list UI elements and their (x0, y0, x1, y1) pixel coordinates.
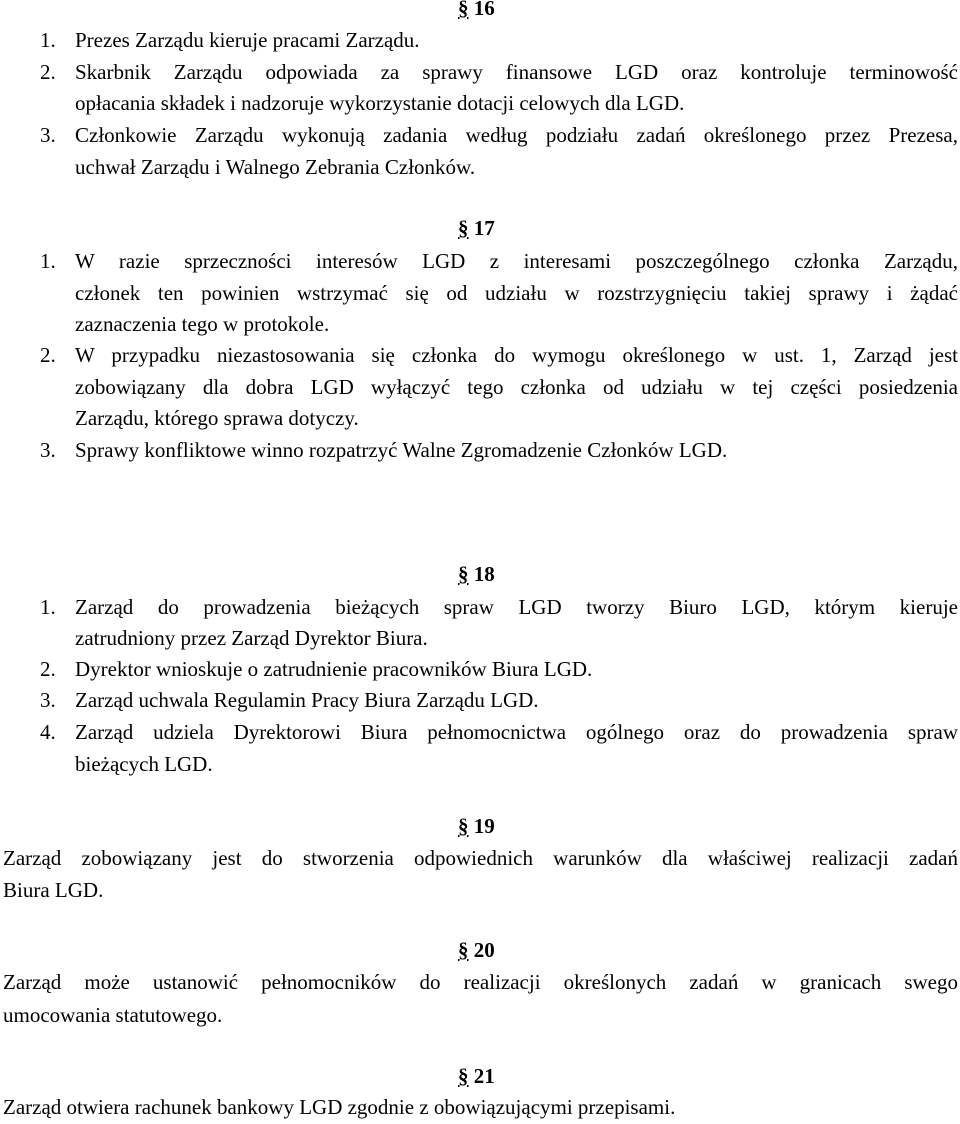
item-number: 4. (40, 720, 56, 744)
item-number: 1. (40, 595, 56, 619)
item-text: zobowiązany dla dobra LGD wyłączyć tego członka od udziału w tej części posiedzenia (75, 375, 958, 399)
item-number: 3. (40, 123, 56, 147)
paragraph-text: umocowania statutowego. (3, 1003, 223, 1027)
item-text: zaznaczenia tego w protokole. (75, 312, 330, 336)
item-text: W przypadku niezastosowania się członka do wymogu określonego w ust. 1, Zarząd jest (75, 343, 958, 367)
item-text: opłacania składek i nadzoruje wykorzystanie dotacji celowych dla LGD. (75, 91, 685, 115)
item-text: Członkowie Zarządu wykonują zadania według podziału zadań określonego przez Prezesa, (75, 123, 958, 147)
item-text: Zarząd do prowadzenia bieżących spraw LGD tworzy Biuro LGD, którym kieruje (75, 595, 958, 619)
section-symbol: § (458, 1064, 469, 1088)
item-text: uchwał Zarządu i Walnego Zebrania Członków. (75, 155, 476, 179)
item-number: 2. (40, 60, 56, 84)
item-number: 1. (40, 28, 56, 52)
paragraph-text: Zarząd zobowiązany jest do stworzenia odpowiednich warunków dla właściwej realizacji zadań (3, 846, 958, 870)
item-text: Zarząd udziela Dyrektorowi Biura pełnomocnictwa ogólnego oraz do prowadzenia spraw (75, 720, 958, 744)
section-symbol: § (458, 562, 469, 586)
paragraph-text: Biura LGD. (3, 878, 104, 902)
paragraph-text: Zarząd otwiera rachunek bankowy LGD zgodnie z obowiązującymi przepisami. (3, 1095, 676, 1119)
item-text: zatrudniony przez Zarząd Dyrektor Biura. (75, 626, 428, 650)
item-text: bieżących LGD. (75, 752, 213, 776)
section-heading (458, 814, 495, 839)
item-number: 3. (40, 438, 56, 462)
section-number: 18 (473, 562, 495, 586)
section-number: 20 (473, 938, 495, 962)
section-symbol: § (458, 216, 469, 240)
item-number: 3. (40, 688, 56, 712)
item-text: członek ten powinien wstrzymać się od udziału w rozstrzygnięciu takiej sprawy i żądać (75, 281, 958, 305)
section-number: 16 (473, 0, 495, 20)
section-number: 19 (473, 814, 495, 838)
item-text: Zarządu, którego sprawa dotyczy. (75, 406, 359, 430)
paragraph-text: Zarząd może ustanowić pełnomocników do realizacji określonych zadań w granicach swego (3, 970, 958, 994)
section-number: 21 (473, 1064, 495, 1088)
item-text: Dyrektor wnioskuje o zatrudnienie pracowników Biura LGD. (75, 657, 593, 681)
section-heading (458, 0, 495, 21)
section-symbol: § (458, 0, 469, 20)
item-number: 2. (40, 657, 56, 681)
section-heading (458, 1064, 495, 1089)
item-number: 2. (40, 343, 56, 367)
section-number: 17 (473, 216, 495, 240)
section-heading (458, 562, 495, 587)
item-text: Sprawy konfliktowe winno rozpatrzyć Walne Zgromadzenie Członków LGD. (75, 438, 728, 462)
section-symbol: § (458, 814, 469, 838)
item-text: Zarząd uchwala Regulamin Pracy Biura Zarządu LGD. (75, 688, 539, 712)
item-text: W razie sprzeczności interesów LGD z interesami poszczególnego członka Zarządu, (75, 249, 958, 273)
section-heading (458, 216, 495, 241)
item-number: 1. (40, 249, 56, 273)
section-heading (458, 938, 495, 963)
section-symbol: § (458, 938, 469, 962)
item-text: Skarbnik Zarządu odpowiada za sprawy finansowe LGD oraz kontroluje terminowość (75, 60, 958, 84)
item-text: Prezes Zarządu kieruje pracami Zarządu. (75, 28, 420, 52)
